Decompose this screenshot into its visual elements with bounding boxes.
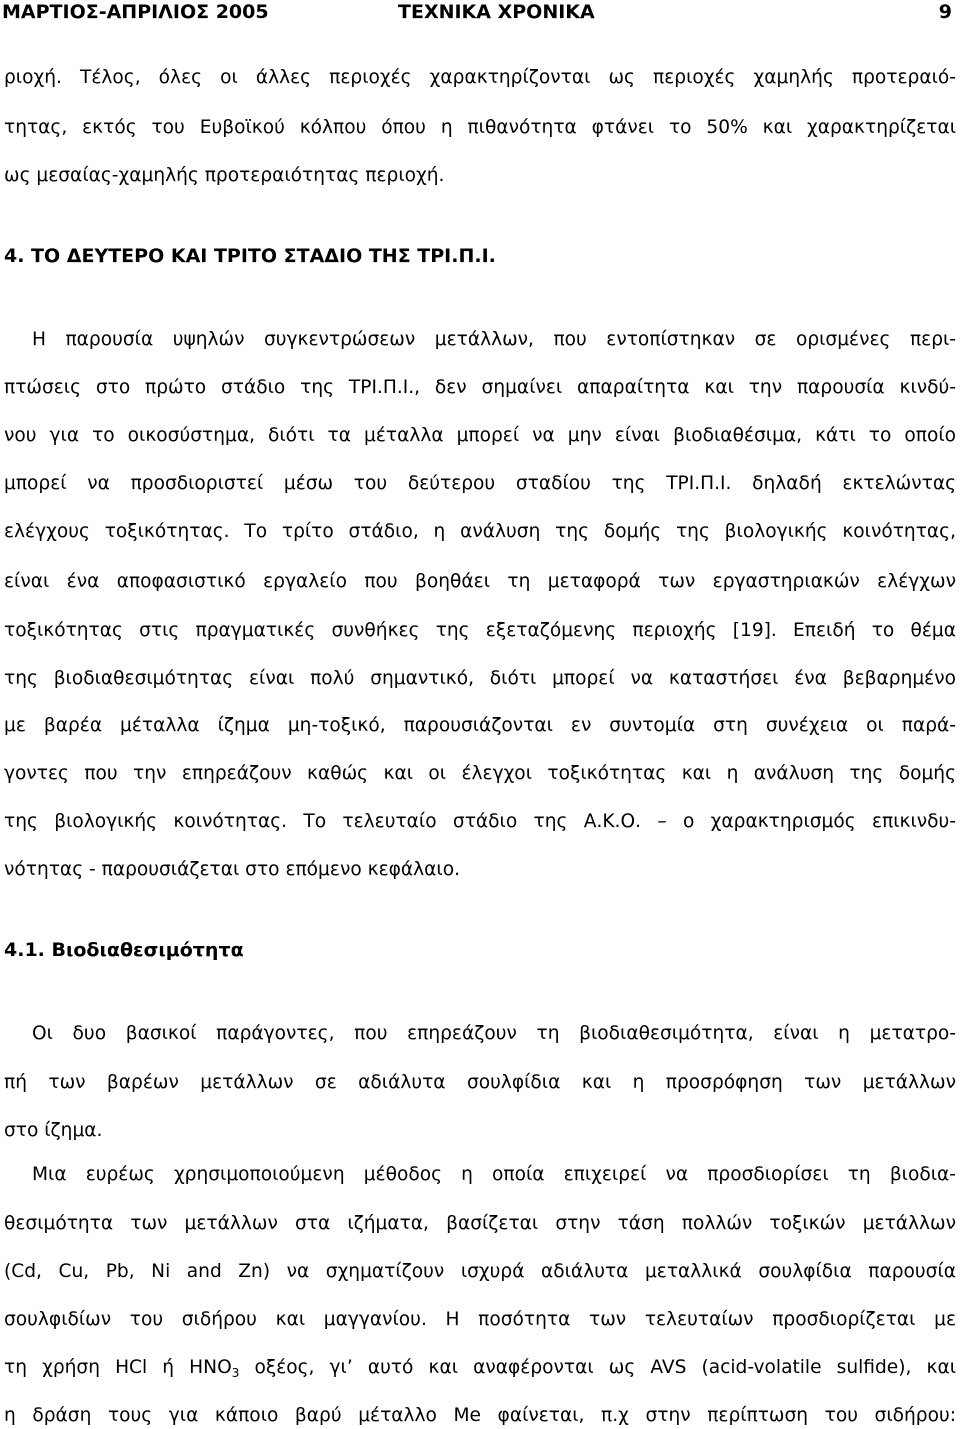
text-line: ριοχή. Τέλος, όλες οι άλλες περιοχές χαρακτηρίζονται ως περιοχές χαμηλής προτεραιό- xyxy=(4,67,956,88)
text-line: νου για το οικοσύστημα, διότι τα μέταλλα μπορεί να μην είναι βιοδιαθέσιμα, κάτι το οποίο xyxy=(4,425,956,446)
section-heading: 4. ΤΟ ΔΕΥΤΕΡΟ ΚΑΙ ΤΡΙΤΟ ΣΤΑΔΙΟ ΤΗΣ ΤΡΙ.Π.Ι. xyxy=(4,245,496,267)
text-line: της βιοδιαθεσιμότητας είναι πολύ σημαντικό, διότι μπορεί να καταστήσει ένα βεβαρημένο xyxy=(4,668,956,689)
text-line: είναι ένα αποφασιστικό εργαλείο που βοηθάει τη μεταφορά των εργαστηριακών ελέγχων xyxy=(4,571,956,592)
formula-text-after: οξέος, γι’ αυτό και αναφέρονται ως AVS (acid-volatile sulfide), και xyxy=(239,1357,956,1378)
text-line: (Cd, Cu, Pb, Ni and Zn) να σχηματίζουν ισχυρά αδιάλυτα μεταλλικά σουλφίδια παρουσία xyxy=(4,1261,956,1282)
page-number: 9 xyxy=(938,1,952,23)
text-line: σουλφιδίων του σιδήρου και μαγγανίου. Η ποσότητα των τελευταίων προσδιορίζεται με xyxy=(4,1309,956,1330)
formula-subscript: 3 xyxy=(231,1366,240,1380)
text-line: νότητας - παρουσιάζεται στο επόμενο κεφάλαιο. xyxy=(4,859,460,880)
running-header xyxy=(0,0,960,24)
issue-date: ΜΑΡΤΙΟΣ-ΑΠΡΙΛΙΟΣ 2005 xyxy=(2,1,269,23)
formula-text-before: τη χρήση HCl ή HNO xyxy=(4,1357,232,1378)
text-line: Οι δυο βασικοί παράγοντες, που επηρεάζουν τη βιοδιαθεσιμότητα, είναι η μετατρο- xyxy=(32,1023,956,1044)
text-line: μπορεί να προσδιοριστεί μέσω του δεύτερου σταδίου της ΤΡΙ.Π.Ι. δηλαδή εκτελώντας xyxy=(4,473,956,494)
text-line: πή των βαρέων μετάλλων σε αδιάλυτα σουλφίδια και η προσρόφηση των μετάλλων xyxy=(4,1072,956,1093)
text-line: θεσιμότητα των μετάλλων στα ιζήματα, βασίζεται στην τάση πολλών τοξικών μετάλλων xyxy=(4,1213,956,1234)
text-line: στο ίζημα. xyxy=(4,1120,103,1141)
subsection-heading: 4.1. Βιοδιαθεσιμότητα xyxy=(4,939,244,961)
text-line: ελέγχους τοξικότητας. Το τρίτο στάδιο, η ανάλυση της δομής της βιολογικής κοινότητας, xyxy=(4,521,956,542)
text-line: τοξικότητας στις πραγματικές συνθήκες της εξεταζόμενης περιοχής [19]. Επειδή το θέμα xyxy=(4,620,956,641)
text-line: πτώσεις στο πρώτο στάδιο της ΤΡΙ.Π.Ι., δεν σημαίνει απαραίτητα και την παρουσία κινδύ- xyxy=(4,377,956,398)
text-line: Μια ευρέως χρησιμοποιούμενη μέθοδος η οποία επιχειρεί να προσδιορίσει τη βιοδια- xyxy=(32,1164,956,1185)
text-line-with-formula xyxy=(4,1356,956,1385)
text-line: Η παρουσία υψηλών συγκεντρώσεων μετάλλων, που εντοπίστηκαν σε ορισμένες περι- xyxy=(32,329,956,350)
text-line: η δράση τους για κάποιο βαρύ μέταλλο Me φαίνεται, π.χ στην περίπτωση του σιδήρου: xyxy=(4,1405,956,1426)
text-line: της βιολογικής κοινότητας. Το τελευταίο στάδιο της Α.Κ.Ο. – ο χαρακτηρισμός επικινδυ- xyxy=(4,811,956,832)
text-line: τητας, εκτός του Ευβοϊκού κόλπου όπου η πιθανότητα φτάνει το 50% και χαρακτηρίζεται xyxy=(4,117,956,138)
text-line: με βαρέα μέταλλα ίζημα μη-τοξικό, παρουσιάζονται εν συντομία στη συνέχεια οι παρά- xyxy=(4,715,956,736)
journal-title: ΤΕΧΝΙΚΑ ΧΡΟΝΙΚΑ xyxy=(398,1,595,23)
text-line: γοντες που την επηρεάζουν καθώς και οι έλεγχοι τοξικότητας και η ανάλυση της δομής xyxy=(4,763,956,784)
text-line: ως μεσαίας-χαμηλής προτεραιότητας περιοχή. xyxy=(4,165,445,186)
